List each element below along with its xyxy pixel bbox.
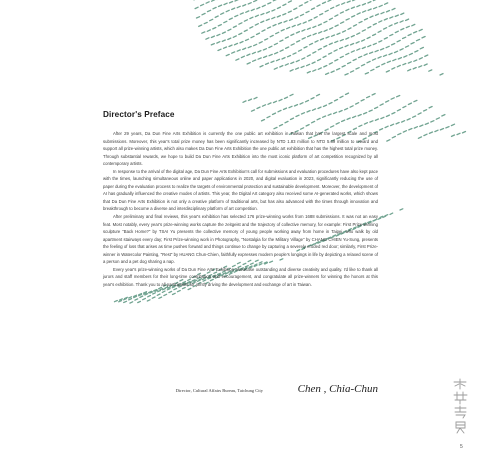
signature-role: Director, Cultural Affairs Bureau, Taichung City [175,388,263,393]
paragraph: Every year's prize-winning works of Da Dun Fine Arts Exhibition showcase outstanding and diverse creativity and quality. I'd like to thank all jurors and staff members for their long-time contribution and encouragement, and congratulate all prize-winners for winning the honors at this year's exhibition. Thank you to all participants for jointly driving the development and exchange of art in Taiwan. [103,266,378,287]
page-title: Director's Preface [103,110,175,119]
signature-name: Chen , Chia-Chun [297,383,378,395]
page-number: 5 [460,444,463,450]
paragraph: In response to the arrival of the digital age, Da Dun Fine Arts Exhibition's call for submissions and evaluation procedures have also kept pace with the times, launching simultaneous online and paper applications in 2020, and digital evaluation in 2023, significantly reducing the use of paper during the evaluation process to realize the targets of environmental protection and sustainable development. Moreover, the development of AI has gradually influenced the creative modes of artists. This year, the Digital Art category also received some AI-generated works, which shows that Da Dun Fine Arts Exhibition is not only a creative platform of traditional arts, but has also advanced with the times through innovation and breakthrough to become a diverse and interdisciplinary platform of art competition. [103,168,378,212]
paragraph: After preliminary and final reviews, this year's exhibition has selected 176 prize-winning works from 1688 submissions. It was not an easy feat. Most notably, every year's prize-winning works capture the zeitgeist and the trajectory of collective memory, for example: First Prize-winning sculpture "Back Home?" by TSAI Yu presents the collective memory of young people working away from home in Taipei, who walk by old apartment stairways every day; First Prize-winning work in Photography, "Nostalgia for the Military Village" by CHANG CHIEN Yu-Sung, presents the feeling of loss that arises as time pushes forward and things continue to change by capturing a severely eroded red door; similarly, First Prize-winner in Watercolor Painting, "Rest" by HUANG Chun-Chien, faithfully expresses modern people's longings in life by depicting a relaxed scene of a person and a pet dog sharing a nap. [103,214,378,265]
preface-body [103,130,378,289]
signature-block [103,384,378,398]
paragraph: After 29 years, Da Dun Fine Arts Exhibition is currently the one public art exhibition in Taiwan that has the largest scale and most submissions. Moreover, this year's total prize money has been significantly increased by NTD 1.83 million to NTD 5.69 million to reward and support all prize-winning artists, which also makes Da Dun Fine Arts Exhibition the one public art exhibition that has the highest total prize money. Through substantial rewards, we hope to build Da Dun Fine Arts Exhibition into the most iconic platform of art competition recognized by all contemporary artists. [103,131,378,166]
calligraphy-seal-icon [451,378,471,436]
